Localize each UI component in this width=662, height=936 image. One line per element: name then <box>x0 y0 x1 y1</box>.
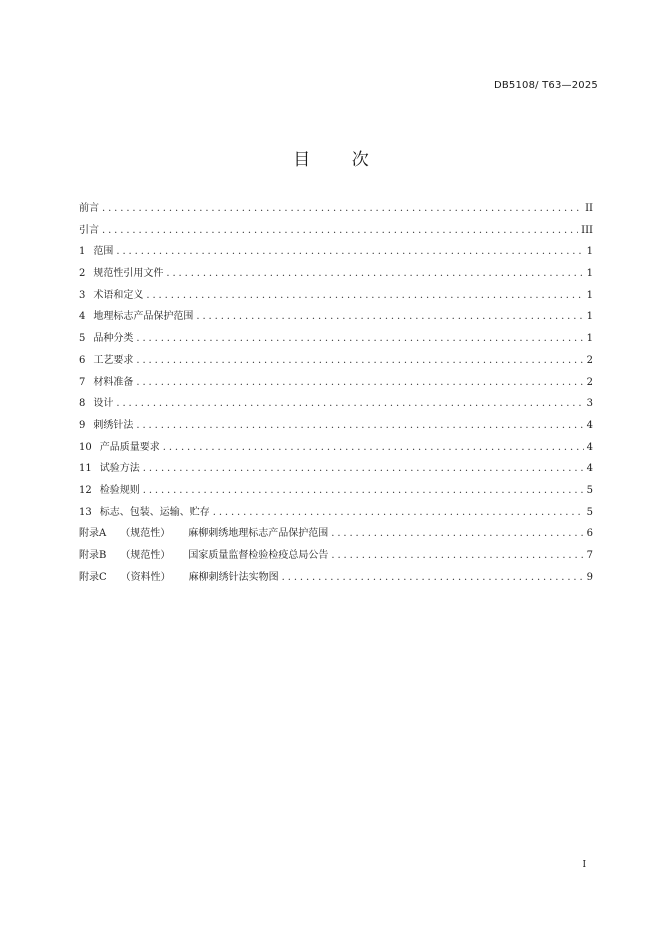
toc-entry-classification[interactable] <box>79 329 593 351</box>
toc-entry-design[interactable] <box>79 394 593 416</box>
table-of-contents <box>79 199 593 589</box>
toc-entry-label: 品种分类 <box>93 333 134 345</box>
toc-entry-label: 产品质量要求 <box>99 441 160 453</box>
leader-dots <box>146 290 583 301</box>
toc-entry-appendix-b[interactable] <box>79 546 593 568</box>
toc-entry-appendix-c[interactable] <box>79 568 593 590</box>
toc-entry-material-preparation[interactable] <box>79 373 593 395</box>
toc-entry-quality-requirements[interactable] <box>79 438 593 460</box>
toc-entry-label: 麻柳刺绣针法实物图 <box>188 571 279 583</box>
toc-entry-label: 范围 <box>93 246 114 258</box>
toc-entry-number: 6 <box>79 354 86 366</box>
toc-entry-page: 1 <box>586 246 593 258</box>
leader-dots <box>116 246 583 257</box>
toc-entry-inspection-rules[interactable] <box>79 481 593 503</box>
appendix-class: （资料性） <box>120 571 171 583</box>
toc-entry-process-requirements[interactable] <box>79 351 593 373</box>
toc-entry-page: 2 <box>586 354 593 366</box>
toc-entry-page: 1 <box>586 289 593 301</box>
footer-page-number: I <box>582 860 586 870</box>
standard-code: DB5108/ T63—2025 <box>493 80 598 91</box>
leader-dots <box>136 333 583 344</box>
toc-entry-label: 术语和定义 <box>93 289 144 301</box>
leader-dots <box>136 355 583 366</box>
toc-entry-label: 工艺要求 <box>93 354 134 366</box>
toc-entry-label: 引言 <box>79 224 99 236</box>
toc-entry-protection-scope[interactable] <box>79 307 593 329</box>
toc-entry-number: 1 <box>79 246 86 258</box>
toc-entry-page: II <box>585 203 593 214</box>
toc-entry-scope[interactable] <box>79 242 593 264</box>
toc-entry-label: 检验规则 <box>99 484 140 496</box>
toc-entry-label: 设计 <box>93 398 114 410</box>
toc-entry-label: 标志、包装、运输、贮存 <box>99 506 210 518</box>
toc-entry-page: 5 <box>586 484 593 496</box>
toc-entry-label: 刺绣针法 <box>93 419 134 431</box>
appendix-prefix: 附录C <box>79 571 107 583</box>
toc-entry-number: 5 <box>79 333 86 345</box>
appendix-class: （规范性） <box>120 528 171 540</box>
toc-entry-page: 4 <box>586 419 593 431</box>
toc-entry-terms-definitions[interactable] <box>79 286 593 308</box>
toc-entry-page: 6 <box>586 528 593 540</box>
toc-entry-page: 1 <box>586 333 593 345</box>
toc-entry-number: 3 <box>79 289 86 301</box>
toc-entry-label: 前言 <box>79 203 99 214</box>
toc-entry-page: 2 <box>586 376 593 388</box>
toc-entry-number: 12 <box>79 484 92 496</box>
leader-dots <box>196 311 583 322</box>
toc-entry-page: 4 <box>586 441 593 453</box>
toc-entry-label: 麻柳刺绣地理标志产品保护范围 <box>188 528 329 540</box>
toc-entry-label: 地理标志产品保护范围 <box>93 311 194 323</box>
toc-entry-number: 2 <box>79 268 86 280</box>
toc-entry-label: 规范性引用文件 <box>93 268 164 280</box>
toc-entry-number: 10 <box>79 441 92 453</box>
appendix-class: （规范性） <box>120 550 171 561</box>
toc-entry-foreword[interactable] <box>79 199 593 221</box>
leader-dots <box>116 398 583 409</box>
leader-dots <box>143 463 584 474</box>
leader-dots <box>143 485 584 496</box>
leader-dots <box>331 550 583 561</box>
toc-entry-number: 8 <box>79 398 86 410</box>
toc-entry-test-methods[interactable] <box>79 459 593 481</box>
toc-entry-label: 材料准备 <box>93 376 134 388</box>
toc-entry-number: 11 <box>79 463 92 475</box>
leader-dots <box>102 203 582 214</box>
toc-entry-number: 13 <box>79 506 92 518</box>
toc-entry-page: 3 <box>586 398 593 410</box>
leader-dots <box>136 377 583 388</box>
appendix-prefix: 附录B <box>79 550 107 561</box>
toc-entry-number: 9 <box>79 419 86 431</box>
leader-dots <box>282 572 584 583</box>
toc-entry-label: 试验方法 <box>99 463 140 475</box>
toc-entry-embroidery-stitches[interactable] <box>79 416 593 438</box>
toc-entry-page: 1 <box>586 311 593 323</box>
leader-dots <box>331 528 583 539</box>
toc-entry-number: 4 <box>79 311 86 323</box>
appendix-prefix: 附录A <box>79 528 107 540</box>
toc-entry-number: 7 <box>79 376 86 388</box>
leader-dots <box>136 420 583 431</box>
leader-dots <box>213 507 584 518</box>
toc-entry-introduction[interactable] <box>79 221 593 243</box>
toc-entry-marking-packaging[interactable] <box>79 503 593 525</box>
leader-dots <box>102 225 578 236</box>
toc-entry-appendix-a[interactable] <box>79 524 593 546</box>
page-title: 目 次 <box>293 150 387 170</box>
toc-entry-page: III <box>581 224 593 236</box>
leader-dots <box>163 442 584 453</box>
toc-entry-normative-references[interactable] <box>79 264 593 286</box>
toc-entry-page: 4 <box>586 463 593 475</box>
toc-entry-label: 国家质量监督检验检疫总局公告 <box>188 550 329 561</box>
toc-entry-page: 5 <box>586 506 593 518</box>
toc-entry-page: 9 <box>586 571 593 583</box>
leader-dots <box>166 268 583 279</box>
toc-entry-page: 7 <box>586 550 593 561</box>
toc-entry-page: 1 <box>586 268 593 280</box>
